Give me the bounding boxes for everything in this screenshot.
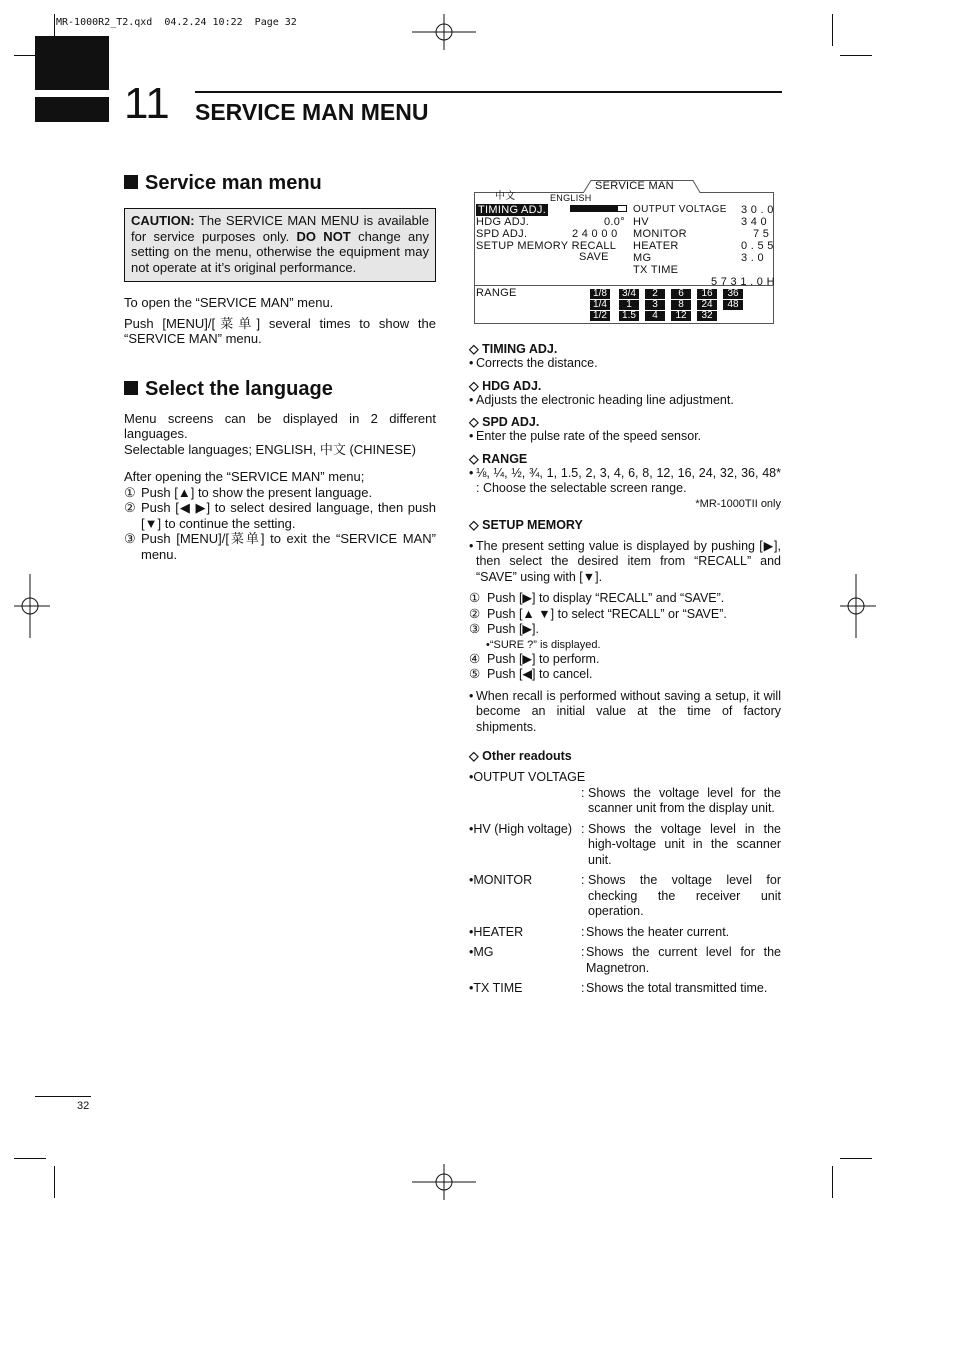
range-option: 3/4 <box>619 289 639 299</box>
item-heading-text: Other readouts <box>482 749 572 763</box>
save-label: SAVE <box>579 251 609 263</box>
item-heading-text: SETUP MEMORY <box>482 517 583 532</box>
step-item <box>469 607 781 623</box>
square-bullet-icon <box>124 381 138 395</box>
step-item <box>469 591 781 607</box>
readout-term: HEATER <box>473 924 524 939</box>
range-option: 2 <box>645 289 665 299</box>
square-bullet-icon <box>124 175 138 189</box>
readout-value: 3 0 . 0 <box>741 204 774 216</box>
open-text: To open the “SERVICE MAN” menu. <box>124 295 334 310</box>
page-number: 32 <box>77 1100 90 1112</box>
item-heading <box>469 414 781 429</box>
sure-note: •“SURE ?” is displayed. <box>486 638 601 651</box>
language-paragraph: Menu screens can be displayed in 2 different languages. <box>124 410 436 441</box>
readout-value: 3 4 0 <box>741 216 767 228</box>
caution-text: change any setting on the menu, otherwise the equipment may not operate at it’s original performance. <box>131 228 429 275</box>
readout-value: 7 5 <box>753 228 770 240</box>
range-option: 36 <box>723 289 743 299</box>
diamond-icon: ◇ <box>469 451 479 466</box>
diamond-icon: ◇ <box>469 749 479 763</box>
diamond-icon: ◇ <box>469 517 479 532</box>
lang-english: ENGLISH <box>550 193 592 203</box>
bullet-icon: • <box>469 981 474 995</box>
step-item <box>124 500 436 531</box>
timing-bar-fill <box>571 206 618 211</box>
language-paragraph: Selectable languages; ENGLISH, 中文 (CHINESE) <box>124 441 416 457</box>
caution-label: CAUTION: <box>131 213 195 228</box>
bullet-icon: • <box>469 821 474 836</box>
crop-mark <box>832 1166 833 1198</box>
setup-steps <box>469 591 781 683</box>
readout-row <box>469 925 781 941</box>
diamond-icon: ◇ <box>469 378 479 393</box>
readout-term: TX TIME <box>473 981 523 995</box>
timing-adj-label: TIMING ADJ. <box>478 204 547 216</box>
readout-row <box>469 981 781 997</box>
readout-row <box>469 822 781 869</box>
readout-label: MG <box>633 252 652 264</box>
spd-adj-label: SPD ADJ. <box>476 228 528 240</box>
bullet-icon: • <box>469 392 474 407</box>
readout-desc: Shows the voltage level in the high-voltage unit in the scanner unit. <box>588 821 781 867</box>
caution-text: The SERVICE MAN MENU is available for service purposes only. <box>131 213 429 244</box>
bullet-text: Enter the pulse rate of the speed sensor. <box>476 429 702 443</box>
bullet-text: Adjusts the electronic heading line adjustment. <box>476 392 734 407</box>
readout-desc: Shows the heater current. <box>586 924 730 939</box>
range-option: 12 <box>671 311 691 321</box>
readout-value: 3 . 0 <box>741 252 764 264</box>
item-heading-text: SPD ADJ. <box>482 415 540 429</box>
range-option: 32 <box>697 311 717 321</box>
bullet-text: ⅛, ¼, ½, ¾, 1, 1.5, 2, 3, 4, 6, 8, 12, 16, 24, 32, 36, 48* : Choose the selectable screen range. <box>476 465 781 495</box>
readout-term: MONITOR <box>473 873 533 887</box>
step-number: ① <box>469 591 481 605</box>
step-item <box>469 622 781 638</box>
after-text: After opening the “SERVICE MAN” menu; <box>124 469 365 484</box>
range-option: 1.5 <box>619 311 639 321</box>
chapter-number: 11 <box>124 79 170 128</box>
readout-term: OUTPUT VOLTAGE <box>473 770 586 784</box>
step-text: Push [◀ ▶] to select desired language, then push [▼] to continue the setting. <box>141 500 436 531</box>
range-label: RANGE <box>476 287 517 299</box>
step-text: Push [▲ ▼] to select “RECALL” or “SAVE”. <box>487 606 727 621</box>
bullet-item <box>469 356 781 372</box>
bullet-text: The present setting value is displayed by pushing [▶], then select the desired item from “RECALL” and “SAVE” using with [▼]. <box>476 538 781 584</box>
readout-term-cell <box>469 945 581 976</box>
readout-colon: : <box>581 924 585 939</box>
step-item <box>469 667 781 683</box>
readout-label: MONITOR <box>633 228 687 240</box>
tx-time-value: 5 7 3 1 . 0 H <box>711 276 775 288</box>
step-text: Push [MENU]/[菜单] to exit the “SERVICE MAN” menu. <box>141 531 436 562</box>
bullet-item <box>469 393 781 409</box>
bullet-item <box>469 466 781 497</box>
chapter-tab-block <box>35 36 109 90</box>
readout-desc: Shows the current level for the Magnetron. <box>586 945 781 975</box>
bullet-item <box>469 429 781 445</box>
service-man-screen <box>473 178 775 324</box>
item-heading <box>469 341 781 356</box>
readout-colon: : <box>581 945 585 959</box>
crop-mark <box>14 1158 46 1159</box>
step-text: Push [▶] to display “RECALL” and “SAVE”. <box>487 591 725 605</box>
bullet-icon: • <box>469 465 474 480</box>
section-heading <box>124 172 436 195</box>
step-item <box>124 485 436 501</box>
hdg-adj-label: HDG ADJ. <box>476 216 530 228</box>
readout-label: HEATER <box>633 240 679 252</box>
timing-bar <box>570 205 627 212</box>
range-option: 8 <box>671 300 691 310</box>
bullet-icon: • <box>469 945 474 959</box>
readout-label: HV <box>633 216 649 228</box>
bullet-icon: • <box>469 688 474 703</box>
chapter-title: SERVICE MAN MENU <box>195 99 429 125</box>
service-section <box>124 172 436 562</box>
readout-term-cell <box>469 925 581 941</box>
range-note: *MR-1000TII only <box>695 497 781 510</box>
range-option: 6 <box>671 289 691 299</box>
setup-memory-label: SETUP MEMORY RECALL <box>476 240 617 252</box>
bullet-icon: • <box>469 924 474 939</box>
bullet-icon: • <box>469 538 474 553</box>
caution-box <box>124 208 436 282</box>
range-option: 1/2 <box>590 311 610 321</box>
range-option: 48 <box>723 300 743 310</box>
step-text: Push [◀] to cancel. <box>487 667 593 681</box>
diamond-icon: ◇ <box>469 415 479 429</box>
step-text: Push [▲] to show the present language. <box>141 484 373 500</box>
bullet-text: Corrects the distance. <box>476 356 598 370</box>
item-heading-text: TIMING ADJ. <box>482 342 558 356</box>
step-number: ③ <box>124 531 136 546</box>
section-heading <box>124 378 436 401</box>
step-number: ② <box>124 500 136 515</box>
right-column <box>469 341 781 997</box>
readout-row <box>469 786 781 817</box>
footer-rule <box>35 1096 91 1097</box>
bullet-text: When recall is performed without saving a setup, it will become an initial value at the time of factory shipments. <box>476 688 781 734</box>
readout-row <box>469 945 781 976</box>
readout-colon: : <box>581 821 585 836</box>
step-text: Push [▶] to perform. <box>487 651 600 666</box>
file-header: MR-1000R2_T2.qxd 04.2.24 10:22 Page 32 <box>56 17 297 28</box>
screen-tab-title: SERVICE MAN <box>595 180 674 192</box>
spd-adj-value: 2 4 0 0 0 <box>572 228 618 240</box>
registration-mark-icon <box>412 14 476 50</box>
registration-mark-icon <box>840 574 876 638</box>
readout-term: MG <box>473 945 494 959</box>
section-heading-text: Service man menu <box>145 172 322 194</box>
readout-row <box>469 873 781 920</box>
item-heading <box>469 451 781 466</box>
range-option: 24 <box>697 300 717 310</box>
readout-desc: Shows the voltage level for the scanner unit from the display unit. <box>588 785 781 815</box>
readout-label: OUTPUT VOLTAGE <box>633 204 727 215</box>
readout-colon: : <box>581 873 585 887</box>
range-option: 1/4 <box>590 300 610 310</box>
readout-value: 0 . 5 5 <box>741 240 774 252</box>
range-option: 3 <box>645 300 665 310</box>
step-number: ③ <box>469 622 481 636</box>
chapter-rule <box>195 91 782 93</box>
range-option: 1/8 <box>590 289 610 299</box>
readout-term-cell <box>469 822 581 869</box>
crop-mark <box>54 1166 55 1198</box>
caution-bold: DO NOT <box>296 228 351 244</box>
bullet-item <box>469 539 781 586</box>
range-option: 4 <box>645 311 665 321</box>
item-heading <box>469 748 781 763</box>
step-text: Push [▶]. <box>487 622 539 636</box>
step-number: ② <box>469 606 481 621</box>
item-heading <box>469 517 781 532</box>
section-heading-text: Select the language <box>145 377 333 400</box>
range-option: 16 <box>697 289 717 299</box>
range-option: 1 <box>619 300 639 310</box>
bullet-item <box>469 689 781 736</box>
bullet-icon: • <box>469 873 474 887</box>
push-text: Push [MENU]/[菜单] several times to show the “SERVICE MAN” menu. <box>124 315 436 346</box>
hdg-adj-value: 0.0° <box>604 216 625 228</box>
readout-colon: : <box>581 785 585 800</box>
readout-desc: Shows the voltage level for checking the receiver unit operation. <box>588 873 781 918</box>
readout-colon: : <box>581 981 585 995</box>
bullet-icon: • <box>469 429 474 443</box>
item-heading <box>469 378 781 393</box>
diamond-icon: ◇ <box>469 342 479 356</box>
readout-term-full <box>469 770 781 786</box>
step-item <box>124 531 436 562</box>
readout-spacer <box>469 786 581 817</box>
crop-mark <box>832 14 833 46</box>
bullet-icon: • <box>469 770 474 784</box>
readout-term: HV (High voltage) <box>473 821 573 836</box>
readout-label: TX TIME <box>633 264 679 276</box>
chapter-tab-block <box>35 97 109 122</box>
readout-desc: Shows the total transmitted time. <box>586 981 768 995</box>
lang-chinese: 中文 <box>495 191 516 202</box>
registration-mark-icon <box>412 1164 476 1200</box>
registration-mark-icon <box>14 574 50 638</box>
crop-mark <box>840 1158 872 1159</box>
item-heading-text: RANGE <box>482 451 528 466</box>
readout-term-cell <box>469 873 581 920</box>
readout-term-cell <box>469 981 581 997</box>
bullet-icon: • <box>469 356 474 370</box>
step-number: ① <box>124 484 136 500</box>
step-number: ④ <box>469 651 481 666</box>
step-number: ⑤ <box>469 667 481 681</box>
crop-mark <box>840 55 872 56</box>
step-item <box>469 652 781 668</box>
item-heading-text: HDG ADJ. <box>482 378 542 393</box>
